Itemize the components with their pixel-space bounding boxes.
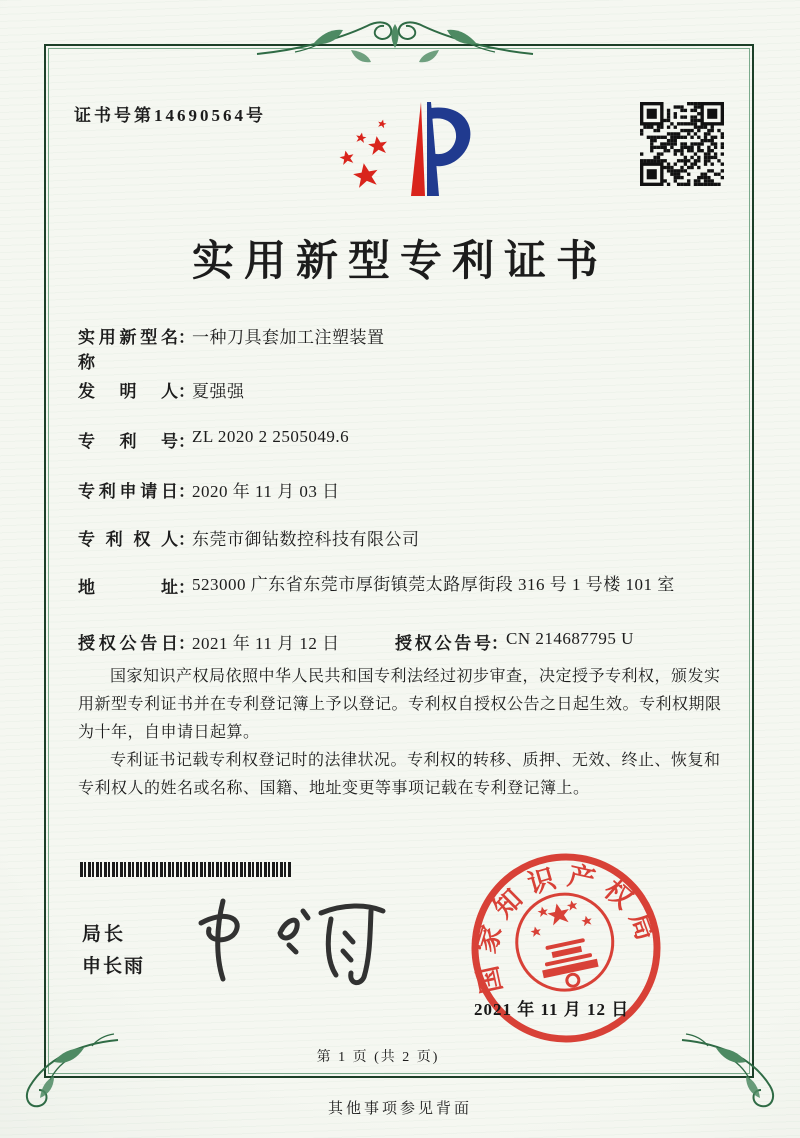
cnipa-logo	[325, 96, 475, 208]
qr-code	[640, 102, 724, 186]
colon: ：	[491, 634, 508, 653]
field-value: 一种刀具套加工注塑装置	[192, 328, 385, 347]
field-value: 东莞市御钻数控科技有限公司	[192, 530, 420, 549]
back-side-note: 其他事项参见背面	[327, 1101, 472, 1117]
colon: ：	[178, 382, 195, 401]
commissioner-name: 申长雨	[82, 956, 146, 977]
colon: ：	[178, 432, 195, 451]
colon: ：	[178, 530, 195, 549]
grant-no-label: 授权公告号	[395, 634, 491, 653]
field-label: 专利号	[78, 432, 178, 451]
field-label: 专利权人	[78, 530, 178, 549]
field-label: 实用新型名称	[78, 328, 178, 372]
legal-paragraph: 国家知识产权局依照中华人民共和国专利法经过初步审查，决定授予专利权，颁发实用新型专利证书并在专利登记簿上予以登记。专利权自授权公告之日起生效。专利权期限为十年，自申请日起算。	[78, 668, 722, 741]
legal-text-block	[78, 663, 730, 803]
seal-date: 2021 年 11 月 12 日	[474, 1000, 630, 1019]
official-seal	[450, 832, 682, 1064]
legal-paragraph: 专利证书记载专利权登记时的法律状况。专利权的转移、质押、无效、终止、恢复和专利权人的姓名或名称、国籍、地址变更等事项记载在专利登记簿上。	[78, 752, 721, 797]
address-label: 地址	[78, 578, 178, 597]
grant-no-value: CN 214687795 U	[506, 629, 634, 648]
commissioner-signature	[185, 885, 405, 997]
grant-date-label: 授权公告日	[78, 634, 178, 653]
certificate-number: 证书号第14690564号	[74, 106, 266, 125]
field-value: 夏强强	[192, 382, 245, 401]
address-value: 523000 广东省东莞市厚街镇莞太路厚街段 316 号 1 号楼 101 室	[192, 575, 675, 594]
colon: ：	[178, 328, 195, 347]
field-label: 发明人	[78, 382, 178, 401]
barcode	[80, 862, 292, 877]
colon: ：	[178, 578, 195, 597]
commissioner-title: 局长	[82, 924, 127, 945]
colon: ：	[178, 634, 195, 653]
certificate-title: 实用新型专利证书	[191, 239, 608, 285]
colon: ：	[178, 482, 195, 501]
field-label: 专利申请日	[78, 482, 178, 501]
field-value: 2020 年 11 月 03 日	[192, 482, 340, 501]
top-flourish-ornament	[255, 8, 535, 68]
seal-ring-text: 国家知识产权局	[470, 860, 665, 996]
page-number: 第 1 页 (共 2 页)	[316, 1050, 440, 1065]
grant-date-value: 2021 年 11 月 12 日	[192, 634, 340, 653]
field-value: ZL 2020 2 2505049.6	[192, 427, 350, 446]
